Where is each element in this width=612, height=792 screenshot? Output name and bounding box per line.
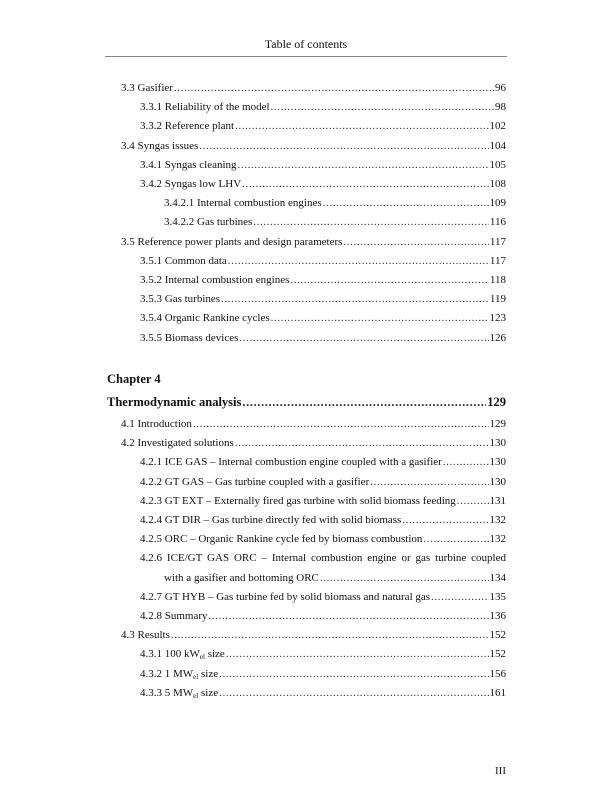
toc-entry[interactable] [121, 435, 506, 451]
entry-title: 3.3.2 Reference plant [140, 120, 235, 133]
dot-leader [219, 666, 488, 682]
entry-page: 118 [489, 274, 506, 286]
toc-entry[interactable] [140, 118, 506, 134]
entry-title: 3.5.1 Common data [140, 254, 227, 267]
entry-title: 4.3.2 1 $MW_{el}$ size [140, 667, 219, 681]
toc-entry[interactable] [140, 646, 506, 662]
entry-title: 4.3.1 100 $kW_{el}$ size [140, 648, 225, 662]
dot-leader [209, 608, 489, 624]
toc-entry[interactable] [140, 310, 506, 326]
entry-title: 3.5.2 Internal combustion engines [140, 274, 290, 286]
entry-title: 3.4.2.2 Gas turbines [164, 216, 253, 229]
dot-leader [235, 435, 489, 451]
toc-entry[interactable] [140, 253, 506, 269]
entry-title: 4.2.3 GT EXT – Externally fired gas turbine with solid biomass feeding [140, 494, 456, 507]
entry-page: 131 [489, 494, 506, 507]
toc-entry[interactable] [121, 234, 506, 250]
dot-leader [193, 416, 489, 432]
chapter-label: Chapter 4 [107, 372, 161, 386]
dot-leader [443, 454, 489, 470]
toc-entry[interactable] [140, 176, 506, 192]
entry-page: 123 [489, 312, 506, 325]
entry-page: 96 [495, 82, 506, 94]
entry-title: 4.3.3 5 $MW_{el}$ size [140, 686, 219, 700]
entry-title: 4.2.8 Summary [140, 610, 208, 622]
dot-leader [226, 646, 489, 662]
entry-title: 4.2.4 GT DIR – Gas turbine directly fed with solid biomass [140, 514, 402, 526]
subscript: el [199, 653, 205, 662]
entry-page: 126 [489, 331, 506, 344]
dot-leader [171, 627, 489, 643]
chapter-page: 129 [487, 395, 506, 409]
toc-entry[interactable] [140, 99, 506, 115]
chapter-title-entry[interactable] [107, 394, 506, 410]
toc-entry[interactable] [140, 685, 506, 701]
toc-entry[interactable] [140, 608, 506, 624]
toc-entry[interactable] [140, 291, 506, 307]
entry-page: 134 [489, 571, 506, 584]
dot-leader [290, 272, 489, 288]
dot-leader [271, 310, 489, 326]
entry-title: 4.2.5 ORC – Organic Rankine cycle fed by biomass combustion [140, 533, 423, 546]
entry-page: 161 [489, 686, 506, 699]
entry-page: 109 [489, 197, 506, 210]
entry-title: 3.5.5 Biomass devices [140, 331, 239, 344]
dot-leader [343, 234, 488, 250]
dot-leader [219, 685, 488, 701]
entry-page: 136 [489, 610, 506, 622]
toc-entry[interactable] [121, 138, 506, 154]
entry-page: 156 [489, 667, 506, 680]
dot-leader [271, 99, 494, 115]
entry-title: 3.3.1 Reliability of the model [140, 101, 270, 114]
dot-leader [370, 474, 488, 490]
dot-leader [457, 493, 489, 509]
running-header: Table of contents [264, 37, 348, 51]
dot-leader [242, 394, 486, 410]
toc-entry[interactable] [140, 454, 506, 470]
subscript: el [193, 691, 199, 700]
dot-leader [235, 118, 488, 134]
toc-entry[interactable] [140, 531, 506, 547]
toc-entry[interactable] [140, 493, 506, 509]
entry-page: 98 [495, 101, 506, 114]
toc-entry[interactable] [140, 589, 506, 605]
toc-entry[interactable] [121, 416, 506, 432]
entry-page: 130 [489, 475, 506, 488]
toc-entry-wrapped-line2[interactable] [164, 570, 506, 586]
entry-title: 4.2.1 ICE GAS – Internal combustion engine coupled with a gasifier [140, 456, 442, 469]
toc-entry[interactable] [121, 627, 506, 643]
dot-leader [242, 176, 488, 192]
entry-title: 4.2 Investigated solutions [121, 437, 234, 450]
dot-leader [431, 589, 488, 605]
entry-page: 132 [489, 533, 506, 546]
entry-page: 152 [489, 648, 506, 661]
entry-page: 117 [489, 235, 506, 248]
entry-page: 108 [489, 178, 506, 190]
toc-entry[interactable] [164, 214, 506, 230]
entry-title: 4.2.7 GT HYB – Gas turbine fed by solid biomass and natural gas [140, 590, 431, 603]
entry-page: 132 [489, 514, 506, 526]
chapter-title: Thermodynamic analysis [107, 395, 242, 409]
entry-page: 130 [489, 437, 506, 450]
toc-entry[interactable] [140, 474, 506, 490]
toc-entry[interactable] [121, 80, 506, 96]
dot-leader [174, 80, 494, 96]
dot-leader [221, 291, 489, 307]
entry-page: 129 [489, 418, 506, 430]
entry-title: 4.2.2 GT GAS – Gas turbine coupled with a gasifier [140, 475, 370, 488]
dot-leader [238, 157, 489, 173]
dot-leader [239, 330, 488, 346]
entry-title: 3.5.4 Organic Rankine cycles [140, 312, 270, 325]
entry-page: 119 [489, 293, 506, 306]
toc-entry[interactable] [140, 272, 506, 288]
entry-page: 152 [489, 629, 506, 642]
dot-leader [402, 512, 488, 528]
entry-page: 104 [489, 139, 506, 152]
entry-title: 3.3 Gasifier [121, 82, 173, 94]
subscript: el [193, 672, 199, 681]
entry-page: 117 [489, 254, 506, 267]
toc-entry-wrapped-line1[interactable]: 4.2.6 ICE/GT GAS ORC – Internal combustion engine or gas turbine coupled [140, 552, 506, 565]
dot-leader [253, 214, 489, 230]
dot-leader [423, 531, 488, 547]
entry-page: 105 [489, 158, 506, 171]
dot-leader [228, 253, 489, 269]
entry-page: 135 [489, 590, 506, 603]
entry-title: 3.4.2 Syngas low LHV [140, 178, 242, 190]
dot-leader [323, 195, 489, 211]
dot-leader [199, 138, 488, 154]
entry-title: 4.1 Introduction [121, 418, 192, 430]
page-number: III [495, 765, 506, 777]
dot-leader [320, 570, 489, 586]
entry-page: 130 [489, 456, 506, 469]
toc-entry[interactable] [140, 330, 506, 346]
header-rule [105, 56, 507, 57]
entry-title: 4.3 Results [121, 629, 170, 642]
toc-entry[interactable] [140, 512, 506, 528]
entry-page: 102 [489, 120, 506, 133]
toc-entry[interactable] [164, 195, 506, 211]
entry-title: 3.4.2.1 Internal combustion engines [164, 197, 322, 210]
toc-entry[interactable] [140, 157, 506, 173]
entry-title: 3.5.3 Gas turbines [140, 293, 221, 306]
entry-title: with a gasifier and bottoming ORC [164, 571, 319, 584]
entry-title: 3.4 Syngas issues [121, 139, 199, 152]
entry-page: 116 [489, 216, 506, 229]
entry-title: 3.5 Reference power plants and design parameters [121, 235, 343, 248]
entry-title: 3.4.1 Syngas cleaning [140, 158, 237, 171]
toc-entry[interactable] [140, 666, 506, 682]
